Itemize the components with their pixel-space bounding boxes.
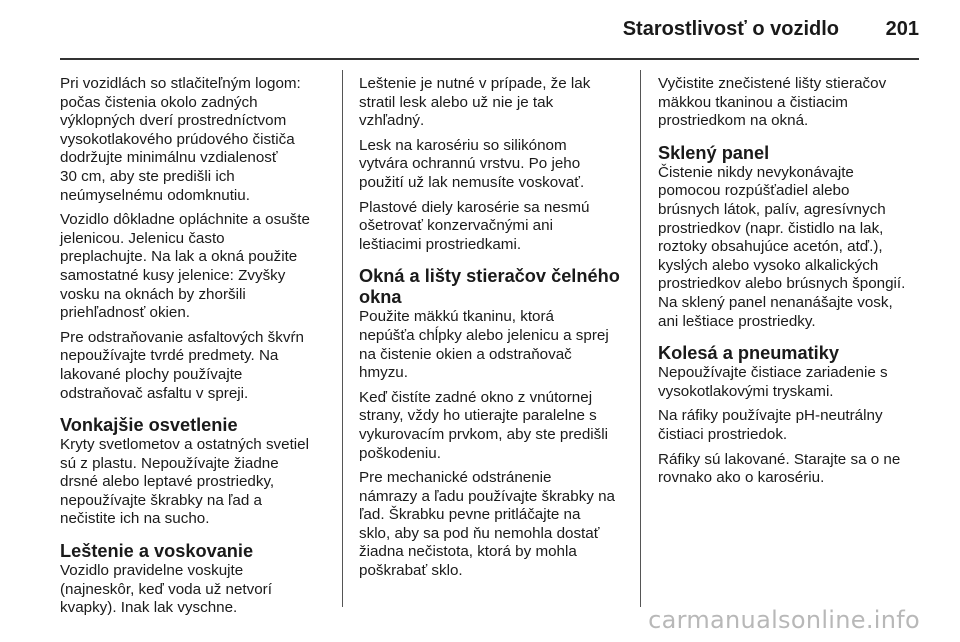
page-header (60, 0, 919, 58)
column-divider-1 (342, 70, 343, 607)
column-1 (60, 75, 332, 624)
paragraph: Vyčistite znečistené lišty stieračov mäkkou tkaninou a čistiacim prostriedkom na okná. (658, 75, 887, 130)
paragraph: Použite mäkkú tkaninu, ktorá nepúšťa chĺpky alebo jelenicu a sprej na čistenie okien a odstraňovač hmyzu. (359, 308, 609, 382)
section-heading-polishing: Leštenie a voskovanie (60, 541, 254, 562)
page-title: Starostlivosť o vozidlo (622, 18, 839, 40)
paragraph: Vozidlo pravidelne voskujte (najneskôr, keď voda už netvorí kvapky). Inak lak vyschne. (60, 562, 272, 617)
paragraph: Kryty svetlometov a ostatných svetiel sú z plastu. Nepoužívajte žiadne drsné alebo leptavé prostriedky, nepoužívajte škrabky na ľad a nečistite ich na sucho. (60, 436, 310, 528)
column-divider-2 (640, 70, 641, 607)
paragraph: Pre odstraňovanie asfaltových škvŕn nepoužívajte tvrdé predmety. Na lakované plochy používajte odstraňovač asfaltu v spreji. (60, 328, 304, 402)
header-rule (60, 58, 919, 60)
section-heading-wheels: Kolesá a pneumatiky (658, 343, 839, 364)
section-heading-glass-panel: Sklený panel (658, 142, 770, 163)
paragraph: Ráfiky sú lakované. Starajte sa o ne rovnako ako o karosériu. (658, 450, 901, 487)
paragraph: Nepoužívajte čistiace zariadenie s vysokotlakovými tryskami. (658, 364, 888, 400)
page-number: 201 (885, 18, 919, 40)
section-heading-exterior-lights: Vonkajšie osvetlenie (60, 415, 238, 436)
paragraph: Vozidlo dôkladne opláchnite a osušte jelenicou. Jelenicu často preplachujte. Na lak a okná použite samostatné kusy jelenice: Zvyšky vosku na oknách by zhoršili priehľadnosť okien. (60, 211, 310, 322)
column-2 (359, 75, 631, 587)
paragraph: Plastové diely karosérie sa nesmú ošetrovať konzervačnými ani leštiacimi prostriedkami. (359, 198, 590, 253)
paragraph: Keď čistíte zadné okno z vnútornej strany, vždy ho utierajte paralelne s vykurovacím prvkom, aby ste predišli poškodeniu. (359, 388, 608, 462)
section-heading-windows: Okná a lišty stieračov čelného okna (359, 266, 620, 308)
paragraph: Leštenie je nutné v prípade, že lak stratil lesk alebo už nie je tak vzhľadný. (359, 75, 591, 130)
paragraph: Na ráfiky používajte pH-neutrálny čistiaci prostriedok. (658, 407, 883, 443)
column-3 (658, 75, 930, 494)
paragraph: Pri vozidlách so stlačiteľným logom: počas čistenia okolo zadných výklopných dverí prostredníctvom vysokotlakového prúdového čističa dodržujte minimálnu vzdialenosť 30 cm, aby ste predišli ich neúmyselnému odomknutiu. (60, 75, 301, 204)
paragraph: Čistenie nikdy nevykonávajte pomocou rozpúšťadiel alebo brúsnych látok, palív, agresívnych prostriedkov (napr. čistidlo na lak, roztoky obsahujúce acetón, atď.), kyslých alebo vysoko alkalických prostriedkov alebo brúsnych špongií. Na sklený panel nenanášajte vosk, ani leštiace prostriedky. (658, 163, 906, 330)
paragraph: Lesk na karosériu so silikónom vytvára ochrannú vrstvu. Po jeho použití už lak nemusíte voskovať. (359, 136, 585, 191)
paragraph: Pre mechanické odstránenie námrazy a ľadu používajte škrabky na ľad. Škrabku pevne pritláčajte na sklo, aby sa pod ňu nemohla dostať žiadna nečistota, ktorá by mohla poškrabať sklo. (359, 469, 615, 580)
watermark: carmanualsonline.info (648, 606, 920, 634)
